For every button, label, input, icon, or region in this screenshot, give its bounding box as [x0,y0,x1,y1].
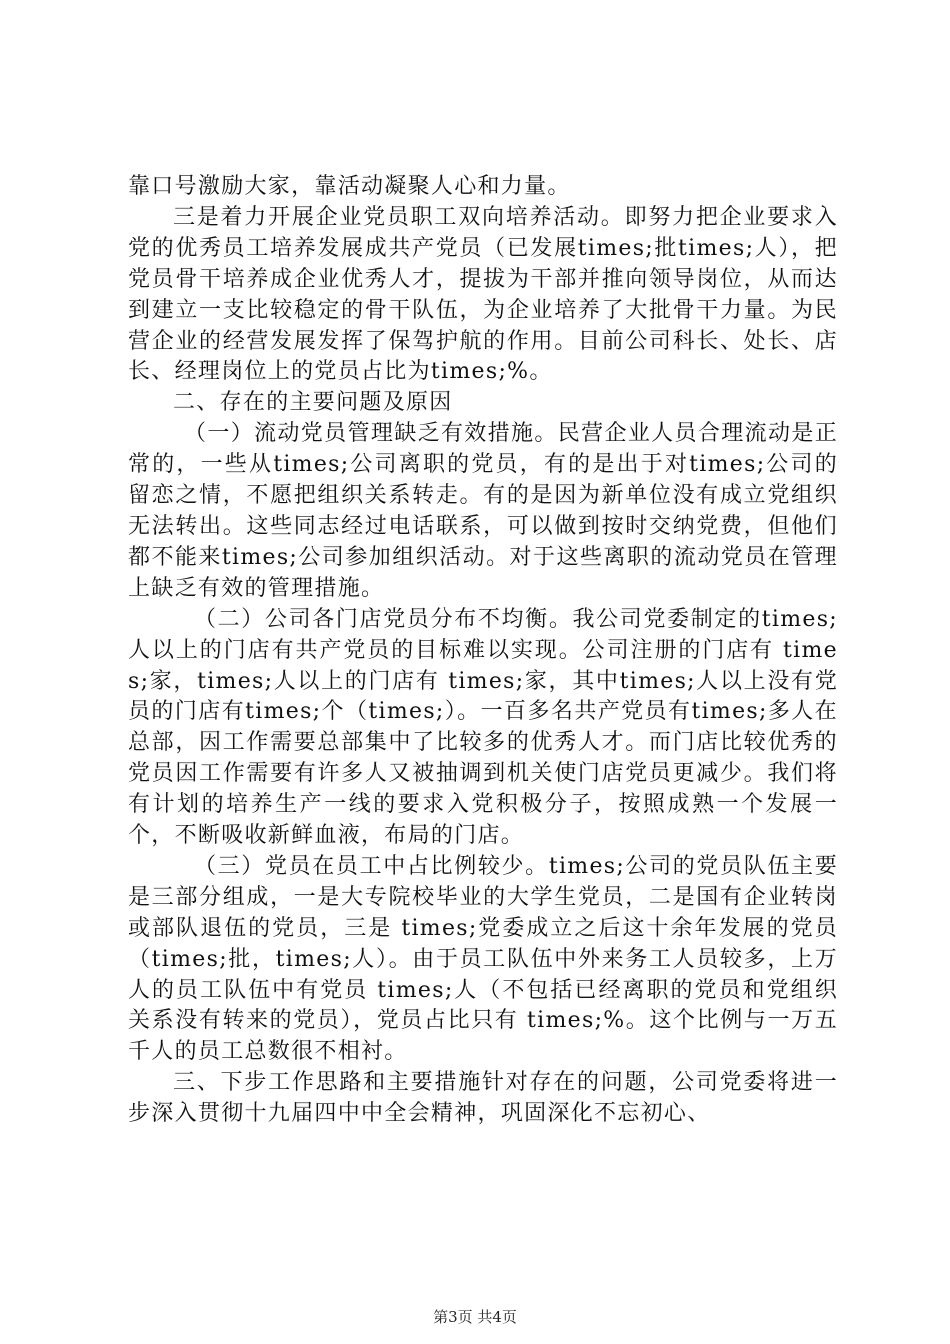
paragraph-continuation: 靠口号激励大家，靠活动凝聚人心和力量。 [128,174,571,199]
paragraph-training: 三是着力开展企业党员职工双向培养活动。即努力把企业要求入党的优秀员工培养发展成共产党员（已发展times;批times;人），把党员骨干培养成企业优秀人才，提拔为干部并推向领导岗位，从而达到建立一支比较稳定的骨干队伍，为企业培养了大批骨干力量。为民营企业的经营发展发挥了保驾护航的作用。目前公司科长、处长、店长、经理岗位上的党员占比为times;%。 [128,204,838,385]
paragraph-problem-2: （二）公司各门店党员分布不均衡。我公司党委制定的times;人以上的门店有共产党员的目标难以实现。公司注册的门店有 times;家，times;人以上的门店有 times;家，其中times;人以上没有党员的门店有times;个（times;）。一百多名共产党员有times;多人在总部，因工作需要总部集中了比较多的优秀人才。而门店比较优秀的党员因工作需要有许多人又被抽调到机关使门店党员更减少。我们将有计划的培养生产一线的要求入党积极分子，按照成熟一个发展一个，不断吸收新鲜血液，布局的门店。 [128,606,838,849]
paragraph-problem-1: （一）流动党员管理缺乏有效措施。民营企业人员合理流动是正常的，一些从times;公司离职的党员，有的是出于对times;公司的留恋之情，不愿把组织关系转走。有的是因为新单位没有成立党组织无法转出。这些同志经过电话联系，可以做到按时交纳党费，但他们都不能来times;公司参加组织活动。对于这些离职的流动党员在管理上缺乏有效的管理措施。 [128,421,838,601]
document-body [128,172,838,1130]
section-heading-next-steps: 三、下步工作思路和主要措施针对存在的问题，公司党委将进一步深入贯彻十九届四中中全会精神，巩固深化不忘初心、 [128,1070,838,1127]
paragraph-problem-3: （三）党员在员工中占比例较少。times;公司的党员队伍主要是三部分组成，一是大专院校毕业的大学生党员，二是国有企业转岗或部队退伍的党员，三是 times;党委成立之后这十余年发展的党员（times;批，times;人）。由于员工队伍中外来务工人员较多，上万人的员工队伍中有党员 times;人（不包括已经离职的党员和党组织关系没有转来的党员），党员占比只有 times;%。这个比例与一万五千人的员工总数很不相衬。 [128,853,838,1065]
section-heading-problems: 二、存在的主要问题及原因 [173,390,453,416]
page-number-footer: 第3页 共4页 [433,1308,517,1326]
